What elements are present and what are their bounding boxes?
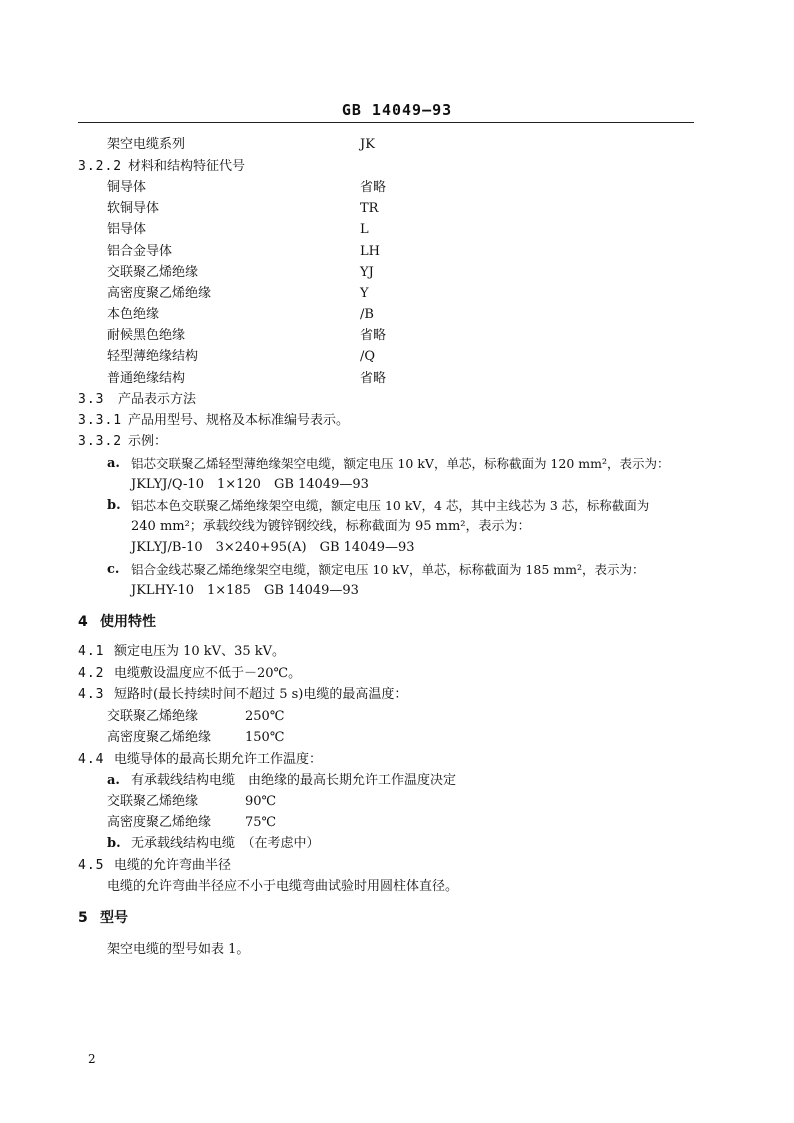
example-b-description-line1: 铝芯本色交联聚乙烯绝缘架空电缆，额定电压 10 kV，4 芯，其中主线芯为 3 芯，标称截面为	[131, 498, 650, 513]
example-c-designation: JKLHY-10 1×185 GB 14049—93	[131, 583, 359, 598]
code-value: YJ	[360, 265, 374, 280]
section-4-title: 使用特性	[100, 614, 156, 630]
example-c-marker: c.	[107, 562, 120, 577]
section-5-number: 5	[78, 910, 88, 926]
header-standard-id: GB 14049—93	[341, 101, 453, 119]
item-4-4-a-marker: a.	[107, 773, 120, 788]
section-3-3-title: 产品表示方法	[118, 392, 197, 407]
item-4-4-a-text: 有承载线结构电缆 由绝缘的最高长期允许工作温度决定	[131, 773, 457, 788]
section-4-3-text: 短路时(最长持续时间不超过 5 s)电缆的最高温度：	[114, 687, 408, 702]
section-5-title: 型号	[100, 910, 128, 926]
temp-value: 150℃	[245, 730, 285, 745]
code-label: 铜导体	[107, 180, 147, 195]
page-number: 2	[88, 1052, 96, 1066]
section-4-3-number: 4.3	[78, 687, 105, 702]
code-value: 省略	[360, 371, 387, 386]
code-value: /Q	[360, 349, 376, 364]
item-4-4-b-marker: b.	[107, 836, 121, 851]
code-label: 高密度聚乙烯绝缘	[107, 286, 212, 301]
temp-label: 交联聚乙烯绝缘	[107, 709, 199, 724]
section-3-3-number: 3.3	[78, 392, 105, 407]
code-value-series: JK	[360, 137, 375, 152]
section-4-5-title: 电缆的允许弯曲半径	[114, 858, 232, 873]
section-4-5-text: 电缆的允许弯曲半径应不小于电缆弯曲试验时用圆柱体直径。	[107, 879, 459, 894]
code-label: 铝导体	[107, 222, 147, 237]
section-3-3-1-number: 3.3.1	[78, 413, 123, 428]
code-value: /B	[360, 307, 374, 322]
temp-value: 250℃	[245, 709, 285, 724]
code-value: 省略	[360, 328, 387, 343]
section-4-2-text: 电缆敷设温度应不低于－20℃。	[114, 666, 302, 681]
code-label: 本色绝缘	[107, 307, 160, 322]
code-label: 普通绝缘结构	[107, 371, 186, 386]
code-value: L	[360, 222, 369, 237]
example-c-description: 铝合金线芯聚乙烯绝缘架空电缆，额定电压 10 kV，单芯，标称截面为 185 mm²，表示为：	[131, 562, 645, 577]
example-a-description: 铝芯交联聚乙烯轻型薄绝缘架空电缆，额定电压 10 kV，单芯，标称截面为 120 mm²，表示为：	[131, 456, 670, 471]
code-value: TR	[360, 201, 379, 216]
temp-label: 高密度聚乙烯绝缘	[107, 730, 212, 745]
section-4-number: 4	[78, 614, 88, 630]
example-a-designation: JKLYJ/Q-10 1×120 GB 14049—93	[131, 477, 369, 492]
section-4-1-number: 4.1	[78, 644, 105, 659]
section-3-2-2-number: 3.2.2	[78, 159, 123, 174]
item-4-4-b-text: 无承载线结构电缆 （在考虑中）	[131, 836, 320, 851]
section-4-4-number: 4.4	[78, 752, 105, 767]
section-3-3-1-text: 产品用型号、规格及本标准编号表示。	[128, 413, 350, 428]
code-label: 软铜导体	[107, 201, 160, 216]
code-value: 省略	[360, 180, 387, 195]
section-4-5-number: 4.5	[78, 858, 105, 873]
code-label: 交联聚乙烯绝缘	[107, 265, 199, 280]
temp-label: 高密度聚乙烯绝缘	[107, 815, 212, 830]
code-value: Y	[360, 286, 369, 301]
temp-value: 75℃	[245, 815, 277, 830]
section-4-2-number: 4.2	[78, 666, 105, 681]
section-3-3-2-number: 3.3.2	[78, 434, 123, 449]
example-a-marker: a.	[107, 456, 120, 471]
code-label: 铝合金导体	[107, 244, 173, 259]
example-b-marker: b.	[107, 498, 121, 513]
code-label: 轻型薄绝缘结构	[107, 349, 199, 364]
temp-value: 90℃	[245, 794, 277, 809]
example-b-description-line2: 240 mm²；承载绞线为镀锌钢绞线，标称截面为 95 mm²，表示为：	[131, 519, 531, 534]
example-b-designation: JKLYJ/B-10 3×240+95(A) GB 14049—93	[131, 540, 415, 555]
section-5-text: 架空电缆的型号如表 1。	[107, 942, 250, 957]
code-label-series: 架空电缆系列	[107, 137, 186, 152]
code-label: 耐候黑色绝缘	[107, 328, 186, 343]
temp-label: 交联聚乙烯绝缘	[107, 794, 199, 809]
section-3-3-2-title: 示例：	[128, 434, 168, 449]
code-value: LH	[360, 244, 380, 259]
section-4-1-text: 额定电压为 10 kV、35 kV。	[114, 644, 286, 659]
section-4-4-text: 电缆导体的最高长期允许工作温度：	[114, 752, 323, 767]
header-rule	[78, 122, 694, 123]
section-3-2-2-title: 材料和结构特征代号	[128, 159, 246, 174]
